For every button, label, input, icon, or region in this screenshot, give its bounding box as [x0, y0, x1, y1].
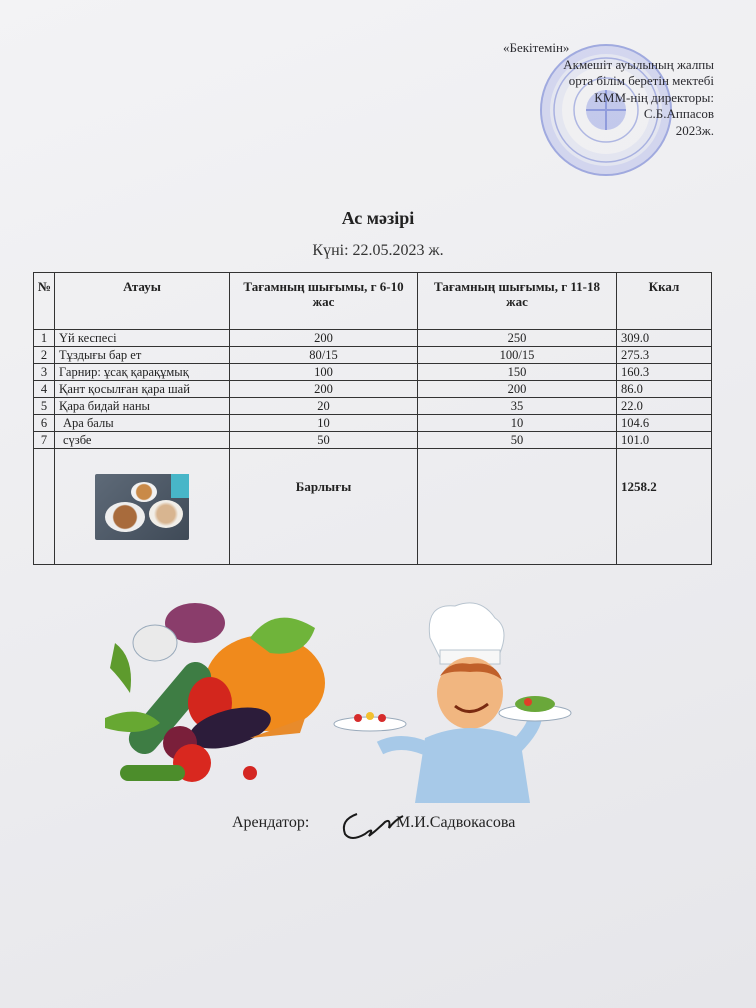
- plate-image: [149, 500, 183, 528]
- row-portion-6-10: 20: [230, 398, 418, 415]
- row-portion-11-18: 35: [418, 398, 617, 415]
- header-name: Атауы: [55, 273, 230, 330]
- row-num: 6: [34, 415, 55, 432]
- row-num: 2: [34, 347, 55, 364]
- row-portion-6-10: 100: [230, 364, 418, 381]
- row-kcal: 86.0: [617, 381, 712, 398]
- row-name: сүзбе: [55, 432, 230, 449]
- salad-tomato: [524, 698, 532, 706]
- total-empty-num: [34, 449, 55, 565]
- leaf-left: [110, 643, 131, 693]
- header-portion-11-18: Тағамның шығымы, г 11-18 жас: [418, 273, 617, 330]
- row-name: Гарнир: ұсақ қарақұмық: [55, 364, 230, 381]
- canape: [366, 712, 374, 720]
- table-row: [34, 415, 712, 432]
- row-portion-6-10: 200: [230, 330, 418, 347]
- table-row: [34, 381, 712, 398]
- total-label: Барлығы: [230, 449, 418, 565]
- canape: [354, 714, 362, 722]
- soup-bowl-image: [105, 502, 145, 532]
- row-name: Тұздығы бар ет: [55, 347, 230, 364]
- row-num: 4: [34, 381, 55, 398]
- menu-date: Күні: 22.05.2023 ж.: [312, 242, 444, 259]
- table-row: [34, 398, 712, 415]
- salad-shape: [515, 696, 555, 712]
- row-kcal: 104.6: [617, 415, 712, 432]
- table-row: [34, 364, 712, 381]
- menu-table: [33, 272, 712, 565]
- table-row: [34, 330, 712, 347]
- row-num: 7: [34, 432, 55, 449]
- row-name: Ара балы: [55, 415, 230, 432]
- approval-line: орта білім беретін мектебі: [568, 73, 714, 88]
- header-num: №: [34, 273, 55, 330]
- row-portion-11-18: 250: [418, 330, 617, 347]
- approval-line: 2023ж.: [675, 122, 714, 138]
- row-num: 1: [34, 330, 55, 347]
- row-portion-6-10: 200: [230, 381, 418, 398]
- row-kcal: 309.0: [617, 330, 712, 347]
- row-kcal: 275.3: [617, 347, 712, 364]
- cucumber-shape: [120, 765, 185, 781]
- handwritten-signature: [335, 806, 407, 844]
- menu-title: Ас мәзірі: [341, 208, 415, 228]
- cauliflower-shape: [133, 625, 177, 661]
- lessor-line: [232, 814, 516, 832]
- row-portion-11-18: 100/15: [418, 347, 617, 364]
- row-num: 5: [34, 398, 55, 415]
- approval-block: [499, 40, 714, 139]
- lessor-label: Арендатор:: [232, 814, 310, 831]
- row-portion-6-10: 10: [230, 415, 418, 432]
- approval-line: С.Б.Аппасов: [643, 106, 714, 121]
- lessor-name: М.И.Садвокасова: [396, 814, 516, 831]
- small-bowl-image: [131, 482, 157, 502]
- table-row: [34, 347, 712, 364]
- row-name: Үй кеспесі: [55, 330, 230, 347]
- food-photo-cell: [55, 449, 230, 565]
- row-kcal: 160.3: [617, 364, 712, 381]
- row-portion-11-18: 150: [418, 364, 617, 381]
- table-header-row: [34, 273, 712, 330]
- radish-shape: [243, 766, 257, 780]
- approval-line: «Бекітемін»: [503, 40, 570, 55]
- chef-arm-left: [380, 743, 425, 748]
- row-portion-11-18: 50: [418, 432, 617, 449]
- total-kcal: 1258.2: [617, 449, 712, 565]
- vegetables-illustration: [100, 598, 330, 793]
- food-photo: [95, 474, 189, 540]
- header-kcal: Ккал: [617, 273, 712, 330]
- table-row: [34, 432, 712, 449]
- row-kcal: 22.0: [617, 398, 712, 415]
- approval-line: Акмешіт ауылының жалпы: [563, 56, 714, 72]
- row-kcal: 101.0: [617, 432, 712, 449]
- row-portion-6-10: 50: [230, 432, 418, 449]
- chef-illustration: [330, 598, 575, 803]
- header-portion-6-10: Тағамның шығымы, г 6-10 жас: [230, 273, 418, 330]
- total-empty-portion: [418, 449, 617, 565]
- row-name: Қара бидай наны: [55, 398, 230, 415]
- approval-line: КММ-нің директоры:: [594, 89, 714, 105]
- canape: [378, 714, 386, 722]
- chef-jacket: [415, 728, 530, 803]
- photo-tray-detail: [171, 474, 189, 498]
- row-portion-6-10: 80/15: [230, 347, 418, 364]
- total-row: [34, 449, 712, 565]
- row-portion-11-18: 10: [418, 415, 617, 432]
- row-portion-11-18: 200: [418, 381, 617, 398]
- row-name: Қант қосылған қара шай: [55, 381, 230, 398]
- row-num: 3: [34, 364, 55, 381]
